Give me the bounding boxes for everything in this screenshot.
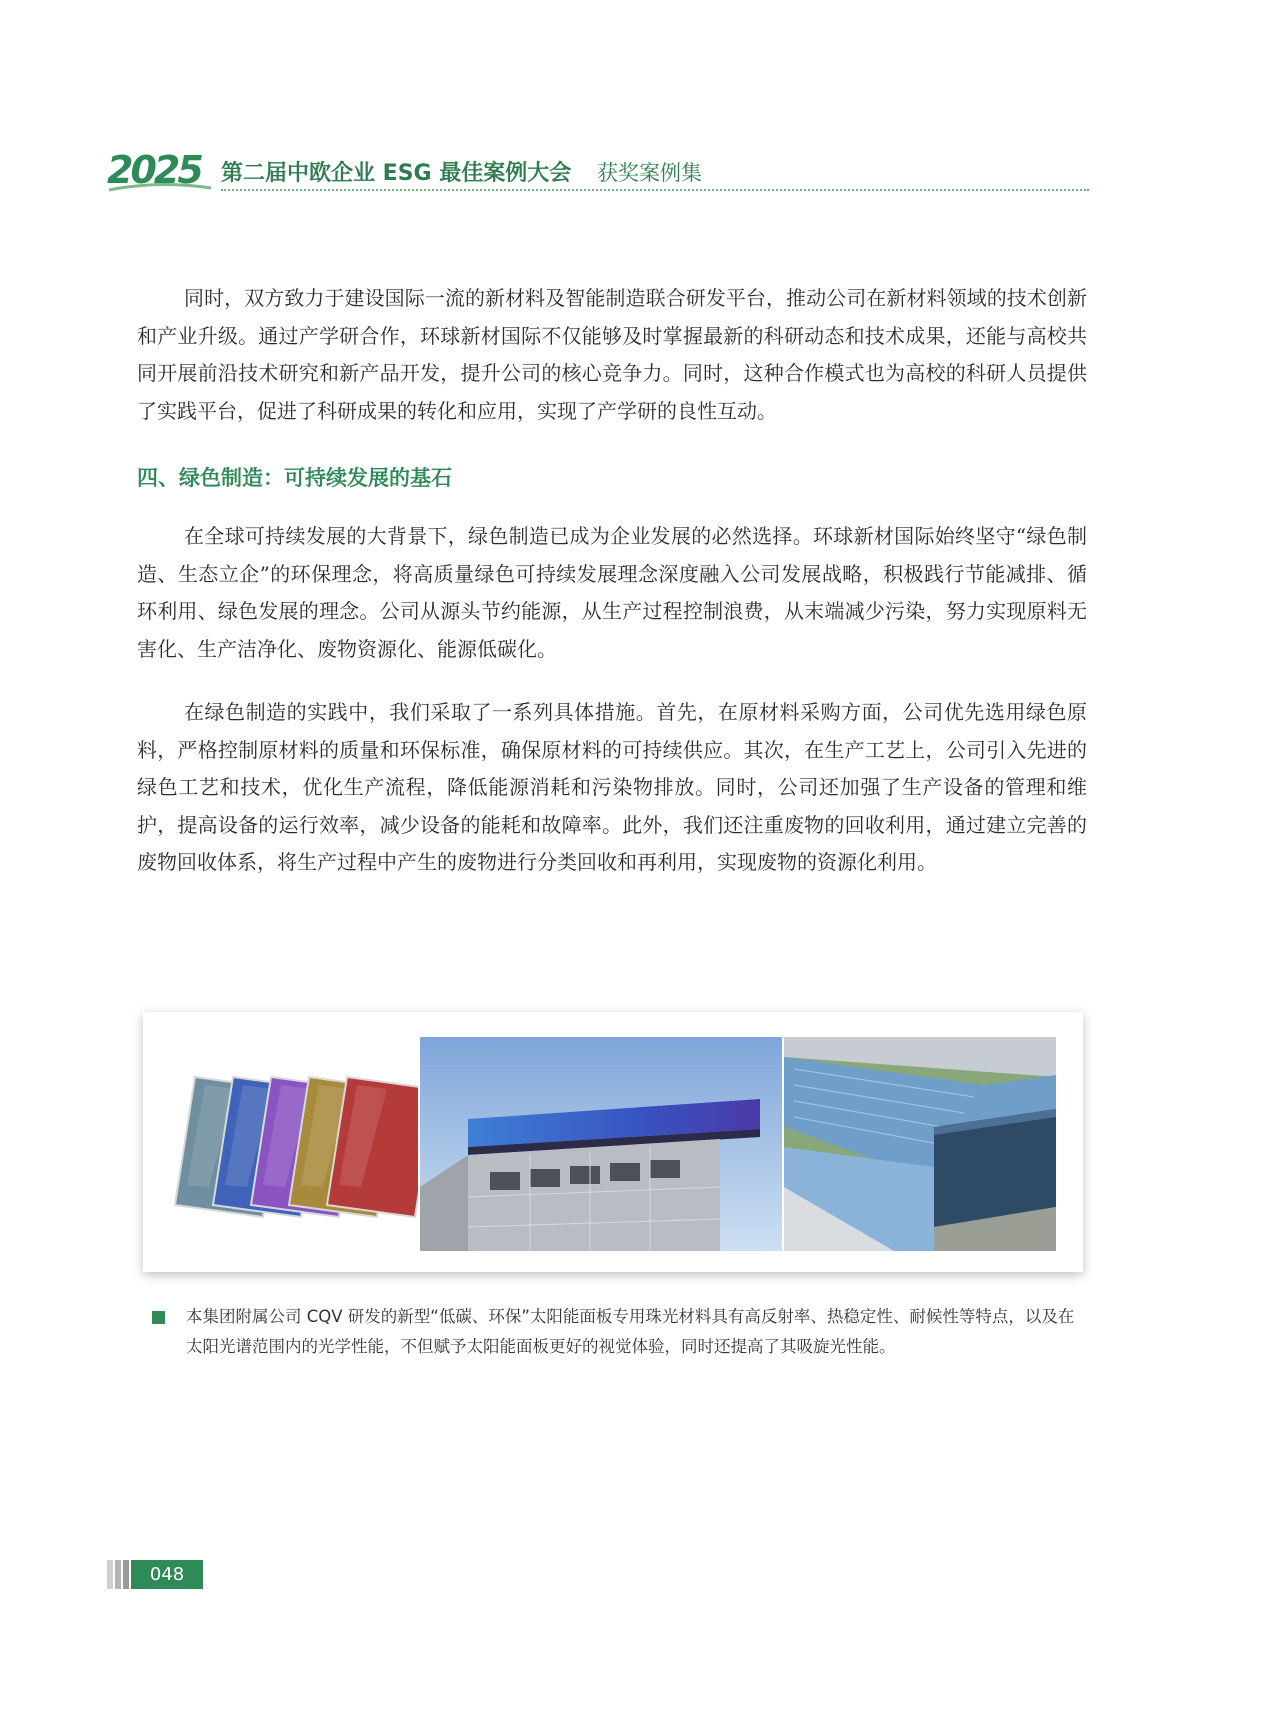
- body-paragraph-1: 同时，双方致力于建设国际一流的新材料及智能制造联合研发平台，推动公司在新材料领域的技术创新和产业升级。通过产学研合作，环球新材国际不仅能够及时掌握最新的科研动态和技术成果，还能与高校共同开展前沿技术研究和新产品开发，提升公司的核心竞争力。同时，这种合作模式也为高校的科研人员提供了实践平台，促进了科研成果的转化和应用，实现了产学研的良性互动。: [137, 286, 1087, 423]
- solar-panel-samples-image: [163, 1037, 418, 1251]
- page-header: [105, 150, 1090, 195]
- page-stripes-icon: [107, 1560, 129, 1589]
- logo-swoosh-icon: [105, 182, 215, 194]
- caption-marker-icon: [152, 1311, 165, 1324]
- logo-year: 2025: [107, 148, 201, 192]
- body-paragraph-2: 在全球可持续发展的大背景下，绿色制造已成为企业发展的必然选择。环球新材国际始终坚守“绿色制造、生态立企”的环保理念，将高质量绿色可持续发展理念深度融入公司发展战略，积极践行节能减排、循环利用、绿色发展的理念。公司从源头节约能源，从生产过程控制浪费，从末端减少污染，努力实现原料无害化、生产洁净化、废物资源化、能源低碳化。: [137, 524, 1087, 661]
- header-divider: [221, 189, 1089, 191]
- header-title: 第二届中欧企业 ESG 最佳案例大会: [221, 161, 572, 186]
- factory-aerial-image: [784, 1037, 1056, 1251]
- event-logo: [105, 148, 215, 192]
- photo-strip: [143, 1012, 1083, 1272]
- header-subtitle: 获奖案例集: [597, 161, 702, 185]
- body-paragraph-3: 在绿色制造的实践中，我们采取了一系列具体措施。首先，在原材料采购方面，公司优先选用绿色原料，严格控制原材料的质量和环保标准，确保原材料的可持续供应。其次，在生产工艺上，公司引入先进的绿色工艺和技术，优化生产流程，降低能源消耗和污染物排放。同时，公司还加强了生产设备的管理和维护，提高设备的运行效率，减少设备的能耗和故障率。此外，我们还注重废物的回收利用，通过建立完善的废物回收体系，将生产过程中产生的废物进行分类回收和再利用，实现废物的资源化利用。: [137, 700, 1087, 874]
- building-facade-image: [420, 1037, 782, 1251]
- figure-caption: 本集团附属公司 CQV 研发的新型“低碳、环保”太阳能面板专用珠光材料具有高反射率、热稳定性、耐候性等特点，以及在太阳光谱范围内的光学性能，不但赋予太阳能面板更好的视觉体验，同时还提高了其吸旋光性能。: [186, 1307, 1075, 1356]
- section-heading: 四、绿色制造：可持续发展的基石: [137, 466, 452, 490]
- page-number: 048: [131, 1560, 203, 1589]
